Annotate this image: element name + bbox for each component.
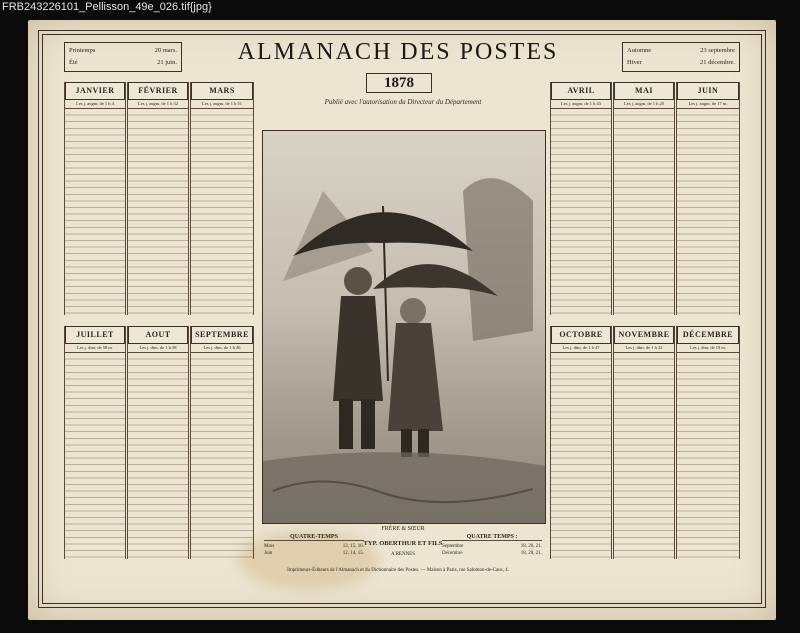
month-column-novembre (613, 326, 675, 559)
month-name: NOVEMBRE (614, 326, 674, 344)
day-list (677, 109, 739, 315)
month-daylight-note: Les j. dim. de 58 m. (65, 344, 125, 353)
quatre-temps-row: Mars 13, 15, 16. (264, 544, 364, 549)
month-name: AVRIL (551, 82, 611, 100)
publisher-footer: Imprimeurs-Éditeurs de l'Almanach et du Dictionnaire des Postes. — Maison à Paris, rue Salomon-de-Caus, 4. (287, 568, 509, 573)
printer-name: TYP. OBERTHUR ET FILS (363, 540, 443, 547)
season-box-right (622, 42, 740, 72)
season-row: Hiver 21 décembre. (627, 59, 735, 66)
month-name: MAI (614, 82, 674, 100)
filename-label: FRB243226101_Pellisson_49e_026.tif{jpg} (2, 1, 212, 13)
month-column-mars (190, 82, 254, 315)
month-daylight-note: Les j. dim. de 1 h 46 (191, 344, 253, 353)
month-daylight-note: Les j. dim. de 1 h 38 (128, 344, 188, 353)
season-row: Printemps 20 mars. (69, 47, 177, 54)
year-box: 1878 (366, 73, 432, 93)
day-list (614, 353, 674, 559)
month-column-aout (127, 326, 189, 559)
month-name: AOUT (128, 326, 188, 344)
month-daylight-note: Les j. augm. de 1 h 51 (191, 100, 253, 109)
season-row: Automne 23 septembre (627, 47, 735, 54)
month-daylight-note: Les j. dim. de 1 h 22 (614, 344, 674, 353)
engraving-caption: FRÈRE & SŒUR (381, 526, 425, 532)
month-name: FÉVRIER (128, 82, 188, 100)
month-name: JUILLET (65, 326, 125, 344)
day-list (191, 109, 253, 315)
quatre-temps-row: Septembre 18, 20, 21. (442, 544, 542, 549)
quatre-temps-row: Décembre 18, 20, 21. (442, 551, 542, 556)
month-daylight-note: Les j. augm. de 1 h 43 (551, 100, 611, 109)
month-column-septembre (190, 326, 254, 559)
month-name: DÉCEMBRE (677, 326, 739, 344)
month-column-decembre (676, 326, 740, 559)
day-list (191, 353, 253, 559)
month-column-mai (613, 82, 675, 315)
quatre-temps-heading: QUATRE TEMPS : (442, 534, 542, 541)
month-column-octobre (550, 326, 612, 559)
almanac-sheet (28, 20, 776, 620)
month-daylight-note: Les j. augm. de 1 h 4 (65, 100, 125, 109)
day-list (551, 353, 611, 559)
month-daylight-note: Les j. augm. de 1 h 32 (128, 100, 188, 109)
season-row: Été 21 juin. (69, 59, 177, 66)
authorization-subtitle: Publié avec l'autorisation du Directeur du Département (324, 98, 482, 106)
season-box-left (64, 42, 182, 72)
month-name: JANVIER (65, 82, 125, 100)
day-list (551, 109, 611, 315)
month-column-fevrier (127, 82, 189, 315)
month-daylight-note: Les j. augm. de 1 h 20 (614, 100, 674, 109)
day-list (128, 353, 188, 559)
month-column-avril (550, 82, 612, 315)
month-daylight-note: Les j. augm. de 17 m. (677, 100, 739, 109)
printer-city: A RENNES (390, 552, 416, 557)
month-daylight-note: Les j. dim. de 19 m. (677, 344, 739, 353)
children-umbrella-engraving (263, 131, 545, 523)
day-list (677, 353, 739, 559)
day-list (614, 109, 674, 315)
month-column-janvier (64, 82, 126, 315)
almanac-title: ALMANACH DES POSTES (237, 39, 559, 65)
month-name: MARS (191, 82, 253, 100)
quatre-temps-heading: QUATRE-TEMPS (264, 534, 364, 541)
month-daylight-note: Les j. dim. de 1 h 47 (551, 344, 611, 353)
month-name: OCTOBRE (551, 326, 611, 344)
month-name: JUIN (677, 82, 739, 100)
day-list (128, 109, 188, 315)
month-name: SEPTEMBRE (191, 326, 253, 344)
month-column-juin (676, 82, 740, 315)
day-list (65, 109, 125, 315)
day-list (65, 353, 125, 559)
month-column-juillet (64, 326, 126, 559)
engraving-illustration (262, 130, 546, 524)
quatre-temps-row: Juin 12, 14, 15. (264, 551, 364, 556)
